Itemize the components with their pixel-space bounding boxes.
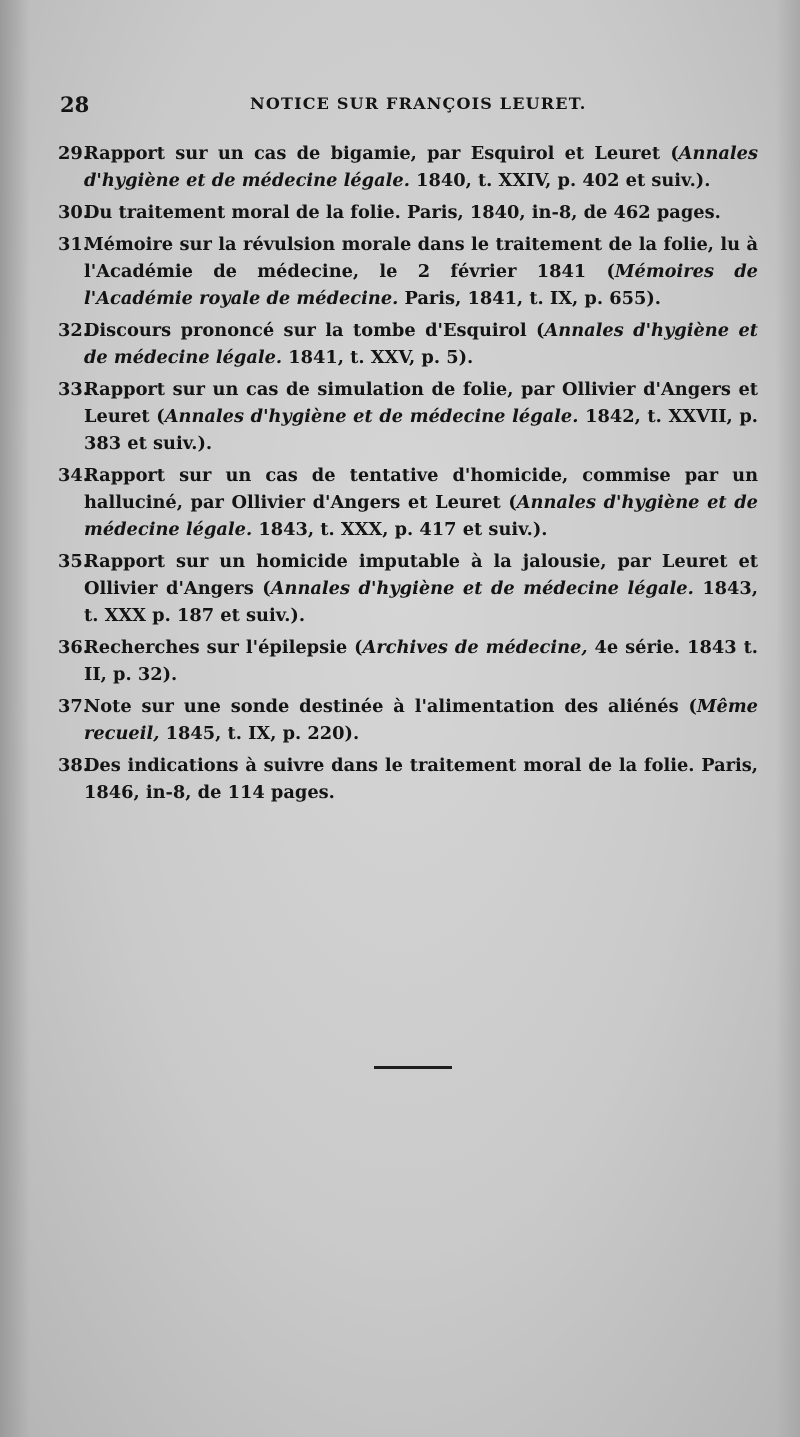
entry-number: 35. — [58, 551, 89, 572]
entry-text: Discours prononcé sur la tombe d'Esquirol ( — [84, 320, 545, 341]
entry-details: 1845, t. IX, p. 220). — [159, 723, 360, 744]
entry-details: Paris, 1841, t. IX, p. 655). — [398, 288, 661, 309]
entry-citation: Annales d'hygiène et de médecine légale. — [270, 578, 694, 599]
entry-text: Mémoire sur la révulsion morale dans le traitement de la folie, lu à l'Académie de médecine, le 2 février 1841 ( — [84, 234, 758, 282]
bibliography-entry-38 — [58, 752, 758, 806]
bibliography-entry-34 — [58, 462, 758, 543]
bibliography-entry-35 — [58, 548, 758, 629]
entry-number: 30. — [58, 202, 89, 223]
entry-citation: Mémoires de l'Académie royale de médecine. — [84, 261, 758, 309]
entry-number: 32. — [58, 320, 89, 341]
section-divider — [374, 1066, 452, 1069]
entry-text: Rapport sur un cas de simulation de folie, par Ollivier d'Angers et Leuret ( — [84, 379, 758, 427]
entry-number: 33. — [58, 379, 89, 400]
entry-text: Rapport sur un homicide imputable à la jalousie, par Leuret et Ollivier d'Angers ( — [84, 551, 758, 599]
entry-details: 1842, t. XXVII, p. 383 et suiv.). — [84, 406, 758, 454]
entry-text: Du traitement moral de la folie. Paris, 1840, in-8, de 462 pages. — [84, 202, 721, 223]
entry-number: 38. — [58, 755, 89, 776]
entry-citation: Archives de médecine, — [362, 637, 588, 658]
bibliography-entry-30 — [58, 199, 758, 226]
bibliography-entry-33 — [58, 376, 758, 457]
entry-text: Des indications à suivre dans le traitement moral de la folie. Paris, 1846, in-8, de 114 pages. — [84, 755, 758, 803]
entry-text: Rapport sur un cas de tentative d'homicide, commise par un halluciné, par Ollivier d'Angers et Leuret ( — [84, 465, 758, 513]
bibliography-entry-32 — [58, 317, 758, 371]
entry-citation: Même recueil, — [84, 696, 758, 744]
entry-text: Rapport sur un cas de bigamie, par Esquirol et Leuret ( — [84, 143, 679, 164]
entry-number: 34. — [58, 465, 89, 486]
entry-number: 31. — [58, 234, 89, 255]
bibliography-entry-31 — [58, 231, 758, 312]
bibliography-entry-37 — [58, 693, 758, 747]
entry-details: 4e série. 1843 t. II, p. 32). — [84, 637, 758, 685]
entry-number: 37. — [58, 696, 89, 717]
page-number: 28 — [60, 92, 90, 117]
bibliography-list — [58, 140, 758, 811]
bibliography-entry-36 — [58, 634, 758, 688]
entry-citation: Annales d'hygiène et de médecine légale. — [84, 320, 758, 368]
entry-citation: Annales d'hygiène et de médecine légale. — [84, 143, 758, 191]
entry-text: Recherches sur l'épilepsie ( — [84, 637, 363, 658]
bibliography-entry-29 — [58, 140, 758, 194]
page-shadow-right — [776, 0, 800, 1437]
entry-details: 1843, t. XXX p. 187 et suiv.). — [84, 578, 758, 626]
entry-details: 1841, t. XXV, p. 5). — [282, 347, 474, 368]
entry-number: 36. — [58, 637, 89, 658]
entry-text: Note sur une sonde destinée à l'alimentation des aliénés ( — [84, 696, 697, 717]
entry-citation: Annales d'hygiène et de médecine légale. — [84, 492, 758, 540]
page-header — [60, 88, 750, 124]
page-shadow-left — [0, 0, 30, 1437]
running-title: NOTICE SUR FRANÇOIS LEURET. — [250, 94, 587, 113]
entry-details: 1843, t. XXX, p. 417 et suiv.). — [252, 519, 548, 540]
entry-details: 1840, t. XXIV, p. 402 et suiv.). — [409, 170, 711, 191]
entry-citation: Annales d'hygiène et de médecine légale. — [164, 406, 579, 427]
entry-number: 29. — [58, 143, 89, 164]
